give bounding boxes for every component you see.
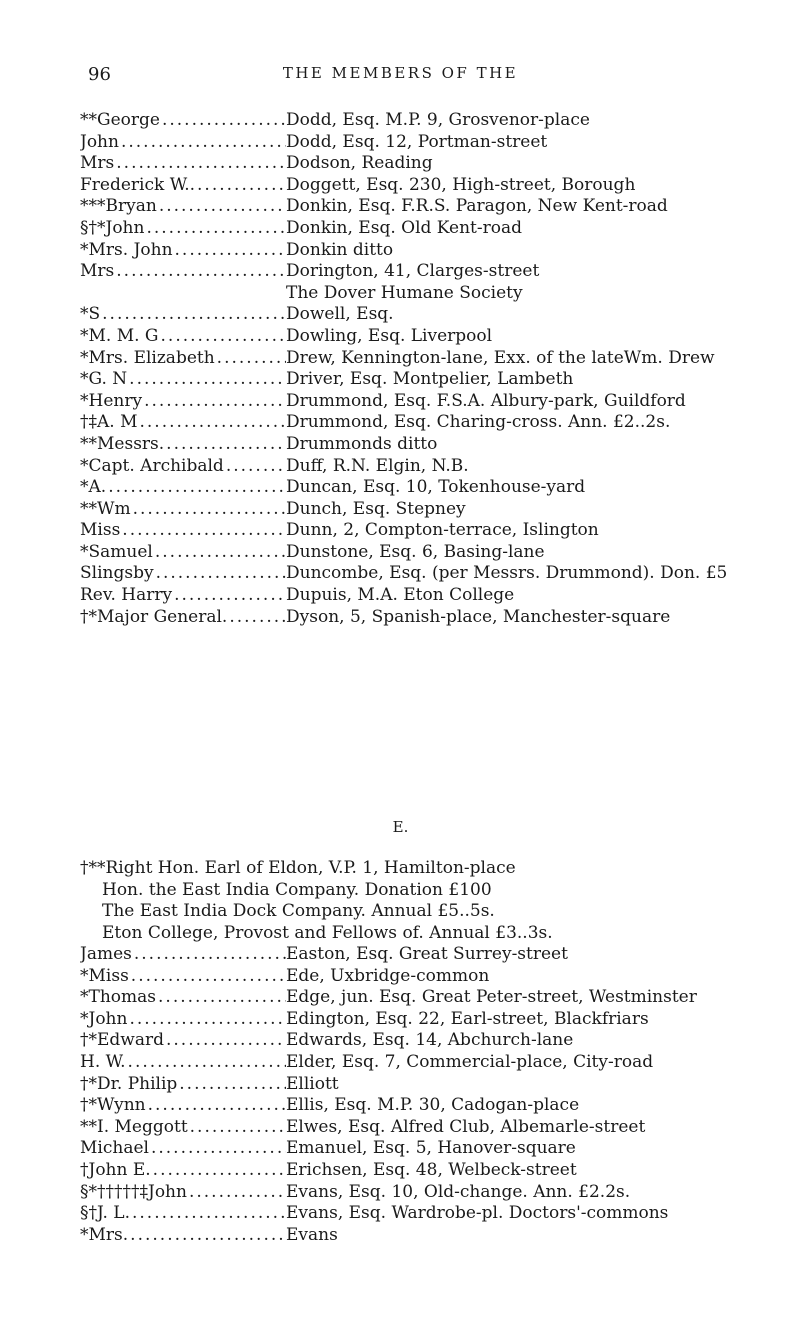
member-given-name: James ..... bbox=[80, 944, 286, 966]
member-given-name: *Mrs. John ..... bbox=[80, 240, 286, 262]
member-given-name: †‡A. M ..... bbox=[80, 412, 286, 434]
list-item bbox=[0, 966, 801, 988]
member-entry: Drummond, Esq. F.S.A. Albury-park, Guildford bbox=[286, 390, 686, 411]
member-given-name: Mrs ..... bbox=[80, 261, 286, 283]
member-entry: Dyson, 5, Spanish-place, Manchester-square bbox=[286, 606, 671, 627]
member-given-name: H. W. ..... bbox=[80, 1052, 286, 1074]
member-entry: Drummonds ditto bbox=[286, 433, 438, 454]
member-given-name: John ..... bbox=[80, 132, 286, 154]
member-entry: Edge, jun. Esq. Great Peter-street, Westminster bbox=[286, 987, 697, 1008]
member-given-name: *Miss ..... bbox=[80, 966, 286, 988]
member-entry: Edington, Esq. 22, Earl-street, Blackfriars bbox=[286, 1008, 649, 1029]
list-item bbox=[0, 153, 801, 175]
member-given-name: **I. Meggott ..... bbox=[80, 1117, 286, 1139]
member-entry: Edwards, Esq. 14, Abchurch-lane bbox=[286, 1030, 574, 1051]
member-given-name: Rev. Harry ..... bbox=[80, 585, 286, 607]
member-entry: Dodd, Esq. M.P. 9, Grosvenor-place bbox=[286, 110, 590, 130]
member-entry: Dowling, Esq. Liverpool bbox=[286, 325, 493, 346]
member-given-name: *Henry ..... bbox=[80, 391, 286, 413]
member-given-name: **Wm ..... bbox=[80, 499, 286, 521]
member-entry: Evans bbox=[286, 1224, 338, 1245]
member-given-name: §†*John ..... bbox=[80, 218, 286, 240]
member-entry: Ellis, Esq. M.P. 30, Cadogan-place bbox=[286, 1095, 580, 1116]
member-entry: Ede, Uxbridge-common bbox=[286, 965, 490, 986]
member-entry: Evans, Esq. Wardrobe-pl. Doctors'-commons bbox=[286, 1203, 669, 1224]
member-given-name: *M. M. G ..... bbox=[80, 326, 286, 348]
member-entry: Dodd, Esq. 12, Portman-street bbox=[286, 131, 548, 152]
member-entry: Duncan, Esq. 10, Tokenhouse-yard bbox=[286, 477, 586, 498]
list-item bbox=[0, 944, 801, 966]
member-list-e-corporate bbox=[0, 858, 801, 944]
member-given-name: †*Wynn ..... bbox=[80, 1095, 286, 1117]
list-item bbox=[0, 261, 801, 283]
list-item bbox=[0, 391, 801, 413]
member-given-name: ***Bryan ..... bbox=[80, 196, 286, 218]
list-item bbox=[0, 1160, 801, 1182]
list-item bbox=[0, 1095, 801, 1117]
member-entry: Erichsen, Esq. 48, Welbeck-street bbox=[286, 1159, 577, 1180]
member-entry: Emanuel, Esq. 5, Hanover-square bbox=[286, 1138, 576, 1159]
list-item bbox=[0, 585, 801, 607]
corporate-entry: Eton College, Provost and Fellows of. Annual £3..3s. bbox=[102, 922, 553, 943]
list-item bbox=[0, 1052, 801, 1074]
list-item bbox=[0, 499, 801, 521]
member-given-name: **George ..... bbox=[80, 110, 286, 132]
list-item bbox=[0, 1225, 801, 1247]
corporate-entry: Hon. the East India Company. Donation £100 bbox=[102, 879, 492, 900]
member-given-name: *A. ..... bbox=[80, 477, 286, 499]
member-given-name: †John E. ..... bbox=[80, 1160, 286, 1182]
member-entry: Dunstone, Esq. 6, Basing-lane bbox=[286, 541, 545, 562]
member-entry: Duff, R.N. Elgin, N.B. bbox=[286, 455, 469, 476]
member-entry: Drew, Kennington-lane, Exx. of the lateWm. Drew bbox=[286, 347, 715, 368]
list-item bbox=[0, 326, 801, 348]
member-given-name: †*Dr. Philip ..... bbox=[80, 1074, 286, 1096]
member-entry: Drummond, Esq. Charing-cross. Ann. £2..2s. bbox=[286, 412, 671, 433]
member-given-name: *Thomas ..... bbox=[80, 987, 286, 1009]
member-entry: Evans, Esq. 10, Old-change. Ann. £2.2s. bbox=[286, 1181, 631, 1202]
list-item bbox=[0, 477, 801, 499]
list-item bbox=[0, 1203, 801, 1225]
member-given-name: *Mrs. Elizabeth ..... bbox=[80, 348, 286, 370]
member-entry: Dorington, 41, Clarges-street bbox=[286, 261, 540, 282]
member-entry: Dowell, Esq. bbox=[286, 304, 394, 325]
member-given-name: Slingsby ..... bbox=[80, 563, 286, 585]
member-entry: Donkin, Esq. Old Kent-road bbox=[286, 217, 522, 238]
member-given-name: *G. N ..... bbox=[80, 369, 286, 391]
list-item bbox=[0, 1138, 801, 1160]
list-item bbox=[0, 456, 801, 478]
section-heading-e: E. bbox=[392, 818, 409, 836]
member-given-name: *Mrs. ..... bbox=[80, 1225, 286, 1247]
member-given-name: *Capt. Archibald ..... bbox=[80, 456, 286, 478]
member-entry: Donkin ditto bbox=[286, 239, 394, 260]
list-item bbox=[0, 132, 801, 154]
member-given-name: §†J. L. ..... bbox=[80, 1203, 286, 1225]
list-item bbox=[0, 1030, 801, 1052]
list-item bbox=[0, 520, 801, 542]
list-item bbox=[0, 348, 801, 370]
member-given-name: §*†††††‡John ..... bbox=[80, 1182, 286, 1204]
member-entry: Dodson, Reading bbox=[286, 153, 433, 174]
page-number: 96 bbox=[88, 64, 111, 85]
list-item bbox=[0, 542, 801, 564]
list-item bbox=[0, 1182, 801, 1204]
list-item bbox=[0, 987, 801, 1009]
member-entry: Elder, Esq. 7, Commercial-place, City-road bbox=[286, 1051, 654, 1072]
member-entry: Elwes, Esq. Alfred Club, Albemarle-street bbox=[286, 1116, 646, 1137]
member-entry: Driver, Esq. Montpelier, Lambeth bbox=[286, 369, 574, 390]
list-item bbox=[0, 434, 801, 456]
list-item bbox=[0, 283, 801, 305]
list-item bbox=[0, 304, 801, 326]
corporate-entry: The East India Dock Company. Annual £5..5s. bbox=[102, 901, 495, 922]
member-given-name: †*Edward ..... bbox=[80, 1030, 286, 1052]
member-given-name: Frederick W.. ..... bbox=[80, 175, 286, 197]
running-title: THE MEMBERS OF THE bbox=[282, 64, 519, 82]
member-given-name: Michael ..... bbox=[80, 1138, 286, 1160]
member-entry: Easton, Esq. Great Surrey-street bbox=[286, 944, 568, 964]
member-entry: The Dover Humane Society bbox=[286, 282, 523, 303]
member-list-e bbox=[0, 944, 801, 1246]
member-given-name: Miss ..... bbox=[80, 520, 286, 542]
member-entry: Dunch, Esq. Stepney bbox=[286, 498, 466, 519]
member-list-d bbox=[0, 110, 801, 628]
page-header bbox=[0, 64, 801, 94]
member-given-name: *John ..... bbox=[80, 1009, 286, 1031]
list-item bbox=[0, 369, 801, 391]
member-given-name: †*Major General. ..... bbox=[80, 607, 286, 629]
corporate-entry: †**Right Hon. Earl of Eldon, V.P. 1, Hamilton-place bbox=[80, 858, 516, 878]
member-entry: Dupuis, M.A. Eton College bbox=[286, 585, 515, 606]
list-item bbox=[0, 1117, 801, 1139]
list-item bbox=[0, 412, 801, 434]
member-entry: Duncombe, Esq. (per Messrs. Drummond). Don. £5 bbox=[286, 563, 728, 584]
list-item bbox=[0, 607, 801, 629]
member-given-name: **Messrs. ..... bbox=[80, 434, 286, 456]
member-given-name: *Samuel ..... bbox=[80, 542, 286, 564]
list-item bbox=[0, 240, 801, 262]
list-item bbox=[0, 218, 801, 240]
list-item bbox=[0, 1009, 801, 1031]
member-entry: Doggett, Esq. 230, High-street, Borough bbox=[286, 174, 636, 195]
list-item bbox=[0, 175, 801, 197]
member-entry: Elliott bbox=[286, 1073, 339, 1094]
member-entry: Donkin, Esq. F.R.S. Paragon, New Kent-road bbox=[286, 196, 668, 217]
list-item bbox=[0, 563, 801, 585]
list-item bbox=[0, 196, 801, 218]
member-given-name: *S ..... bbox=[80, 304, 286, 326]
member-given-name: Mrs ..... bbox=[80, 153, 286, 175]
member-entry: Dunn, 2, Compton-terrace, Islington bbox=[286, 520, 599, 541]
list-item bbox=[0, 1074, 801, 1096]
list-item bbox=[0, 110, 801, 132]
